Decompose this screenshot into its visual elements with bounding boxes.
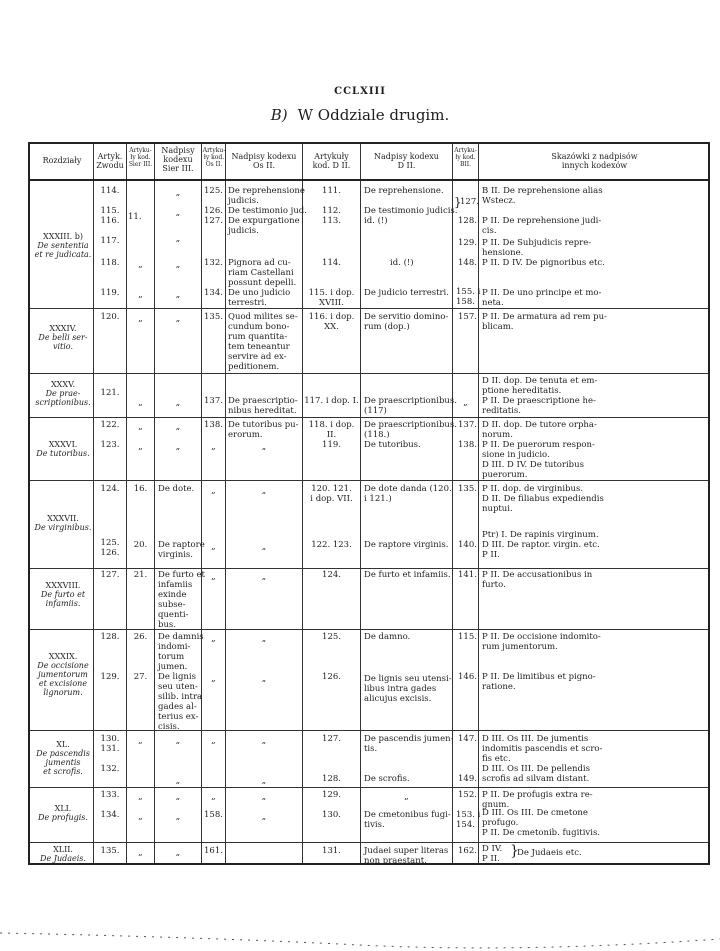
ditto-mark: „ <box>138 442 143 452</box>
page-number: CCLXIII <box>334 86 386 97</box>
section-rule <box>30 480 708 481</box>
cell-zwod: 134. <box>100 810 120 820</box>
cell-os: 132. <box>204 258 223 268</box>
cell-sier: 27. <box>133 672 148 682</box>
cell-skazowki: D III. Os III. De cmetone profugo. P II. De cmetonib. fugitivis. <box>482 808 601 838</box>
section-33 <box>34 232 92 259</box>
cell-skazowki: P II. dop. de virginibus. D II. De filiabus expediendis nuptui. <box>482 484 604 514</box>
ditto-mark: „ <box>261 442 267 452</box>
cell-sier: 16. <box>133 484 148 494</box>
ditto-mark: „ <box>138 792 143 802</box>
cell-d-title: De testimonio judicis. id. (!) <box>364 206 458 226</box>
section-roman: XXXIII. b) <box>43 232 83 241</box>
ditto-mark: „ <box>261 674 267 684</box>
cell-zwod: 124. <box>100 484 120 494</box>
ditto-mark: „ <box>211 674 216 684</box>
section-title: De virginibus. <box>34 523 92 532</box>
ditto-mark: „ <box>175 188 181 198</box>
scan-edge-line <box>0 933 720 948</box>
cell-d: 124. <box>322 570 341 580</box>
section-rule <box>30 787 708 788</box>
section-title: De pascendis jumentis et scrofis. <box>36 749 90 776</box>
cell-d-title: De servitio domino- rum (dop.) <box>364 312 449 332</box>
cell-other: 149. <box>458 774 477 784</box>
cell-skazowki: P II. D IV. De pignoribus etc. <box>482 258 605 268</box>
section-roman: XXXVII. <box>47 514 79 523</box>
cell-zwod: 128. <box>100 632 120 642</box>
cell-other: 157. <box>458 312 477 322</box>
section-title: De sententia et re judicata. <box>34 241 92 259</box>
cell-zwod: 127. <box>100 570 120 580</box>
section-rule <box>30 308 708 309</box>
ditto-mark: „ <box>261 572 267 582</box>
cell-os: 125. <box>204 186 223 196</box>
cell-sier: 21. <box>133 570 148 580</box>
cell-d-title: De reprehensione. <box>364 186 444 196</box>
section-41 <box>34 804 92 822</box>
cell-zwod: 119. <box>100 288 120 298</box>
cell-d: 112. 113. <box>322 206 341 226</box>
ditto-mark: „ <box>211 486 216 496</box>
section-title: De belli ser- vitio. <box>38 333 88 351</box>
ditto-mark: „ <box>261 812 267 822</box>
cell-other: 135. <box>458 484 477 494</box>
ditto-mark: „ <box>404 792 409 802</box>
cell-skazowki: Ptr) I. De rapinis virginum. D III. De raptor. virgin. etc. P II. <box>482 530 600 560</box>
concordance-table <box>28 142 710 865</box>
cell-d-title: De judicio terrestri. <box>364 288 449 298</box>
ditto-mark: „ <box>261 736 267 746</box>
cell-skazowki: P II. De accusationibus in furto. <box>482 570 593 590</box>
ditto-mark: „ <box>261 542 267 552</box>
cell-zwod: 117. <box>100 236 120 246</box>
cell-os: 158. <box>204 810 223 820</box>
cell-d: 111. <box>322 186 341 196</box>
cell-other: 127. <box>460 197 479 207</box>
cell-d-title: De tutoribus. <box>364 440 421 450</box>
ditto-mark: „ <box>211 792 216 802</box>
cell-zwod: 130. 131. <box>100 734 120 754</box>
cell-sier: 20. <box>133 540 148 550</box>
cell-sier-title: De dote. <box>158 484 195 494</box>
cell-d-title: De furto et infamiis. <box>364 570 451 580</box>
ditto-mark: „ <box>261 486 267 496</box>
cell-d: 118. i dop. II. <box>308 420 355 440</box>
ditto-mark: „ <box>138 736 143 746</box>
ditto-mark: „ <box>175 398 181 408</box>
cell-os: 137. <box>204 396 223 406</box>
cell-skazowki: D III. Os III. De jumentis indomitis pascendis et scro- fis etc. <box>482 734 603 764</box>
header-rule <box>30 179 708 181</box>
cell-sier: 26. <box>133 632 148 642</box>
cell-os: 134. <box>204 288 223 298</box>
cell-d-title: id. (!) <box>390 258 414 268</box>
ditto-mark: „ <box>138 290 143 300</box>
cell-d: 126. <box>322 672 341 682</box>
cell-other: 128. <box>458 216 477 226</box>
col-divider <box>360 144 361 863</box>
cell-other: 162. <box>458 846 477 856</box>
section-39 <box>34 652 92 697</box>
cell-sier-title: De raptore virginis. <box>158 540 205 560</box>
col-divider <box>452 144 453 863</box>
ditto-mark: „ <box>211 736 216 746</box>
cell-d: 129. <box>322 790 341 800</box>
cell-os-title: De praescriptio- nibus hereditat. <box>228 396 298 416</box>
section-34 <box>34 324 92 351</box>
ditto-mark: „ <box>138 812 143 822</box>
cell-other: 141. <box>458 570 477 580</box>
cell-other: 147. <box>458 734 477 744</box>
header-artyk-zwodu: Artyk. Zwodu <box>96 152 124 170</box>
cell-os-title: De uno judicio terrestri. <box>228 288 291 308</box>
section-37 <box>34 514 92 532</box>
header-artyk-sier: Artyku- ły kod. Sier III. <box>128 147 153 168</box>
section-title: De profugis. <box>38 813 88 822</box>
cell-other: 146. <box>458 672 477 682</box>
ditto-mark: „ <box>175 792 181 802</box>
section-subtitle <box>0 106 720 124</box>
cell-d: 117. i dop. I. <box>304 396 359 406</box>
cell-other: 140. <box>458 540 477 550</box>
cell-os-title: De reprehensione judicis. <box>228 186 305 206</box>
cell-d: 116. i dop. XX. <box>308 312 355 332</box>
cell-d-title: De scrofis. <box>364 774 410 784</box>
ditto-mark: „ <box>211 572 216 582</box>
cell-d: 120. 121. i dop. VII. <box>310 484 353 504</box>
cell-other: 115. <box>458 632 477 642</box>
cell-zwod: 121. <box>100 388 120 398</box>
cell-zwod: 114. <box>100 186 120 196</box>
cell-other: 152. <box>458 790 477 800</box>
section-rule <box>30 730 708 731</box>
col-divider <box>93 144 94 863</box>
cell-skazowki-extra: De Judaeis etc. <box>517 848 582 858</box>
cell-os: 161. <box>204 846 223 856</box>
subtitle-prefix: B) <box>270 106 288 124</box>
cell-zwod: 120. <box>100 312 120 322</box>
cell-other: 137. <box>458 420 477 430</box>
ditto-mark: „ <box>211 634 216 644</box>
col-divider <box>225 144 226 863</box>
header-napisy-sier: Nadpisy kodexu Sier III. <box>161 146 195 173</box>
cell-other: 129. <box>458 238 477 248</box>
section-rule <box>30 373 708 374</box>
ditto-mark: „ <box>175 422 181 432</box>
cell-other: 155. i 158. <box>456 287 481 307</box>
cell-skazowki: D II. dop. De tutore orpha- norum. <box>482 420 597 440</box>
cell-zwod: 115. 116. <box>100 206 120 226</box>
section-35 <box>34 380 92 407</box>
section-title: De occisione jumentorum et excisione lignorum. <box>37 661 89 697</box>
ditto-mark: „ <box>175 776 181 786</box>
cell-d: 114. <box>322 258 341 268</box>
cell-os-title: Quod milites se- cundum bono- rum quantita- tem teneantur servire ad ex- peditionem. <box>228 312 298 372</box>
cell-skazowki: D II. dop. De tenuta et em- ptione hereditatis. P II. De praescriptione he- reditatis. <box>482 376 598 416</box>
cell-skazowki: D IV. P II. <box>482 844 503 864</box>
cell-d-title: De cmetonibus fugi- tivis. <box>364 810 451 830</box>
cell-d-title: De raptore virginis. <box>364 540 449 550</box>
section-roman: XXXV. <box>50 380 75 389</box>
cell-d: 115. i dop. XVIII. <box>308 288 355 308</box>
cell-other: 153. i 154. <box>456 810 481 830</box>
brace: } <box>510 843 519 859</box>
ditto-mark: „ <box>175 812 181 822</box>
ditto-mark: „ <box>175 234 181 244</box>
ditto-mark: „ <box>175 736 181 746</box>
section-roman: XL. <box>56 740 70 749</box>
cell-skazowki: P II. De limitibus et pigno- ratione. <box>482 672 596 692</box>
section-roman: XXXIV. <box>49 324 77 333</box>
cell-sier-title: De lignis seu uten- silib. intra gades al- terius ex- cisis. <box>158 672 203 732</box>
cell-d-title: Judaei super literas non praestant. <box>364 846 449 866</box>
cell-zwod: 123. <box>100 440 120 450</box>
cell-sier: 11. <box>128 212 142 222</box>
section-rule <box>30 842 708 843</box>
cell-d-title: De pascendis jumen- tis. <box>364 734 454 754</box>
ditto-mark: „ <box>138 260 143 270</box>
cell-d-title: De lignis seu utensi- libus intra gades alicujus excisis. <box>364 674 452 704</box>
ditto-mark: „ <box>175 290 181 300</box>
col-divider <box>154 144 155 863</box>
page-scan-edge <box>0 911 720 951</box>
cell-d: 122. 123. <box>311 540 352 550</box>
ditto-mark: „ <box>175 848 181 858</box>
cell-zwod: 122. <box>100 420 120 430</box>
cell-d-title: De dote danda (120. i 121.) <box>364 484 452 504</box>
header-napisy-d: Nadpisy kodexu D II. <box>374 152 439 170</box>
cell-skazowki: D III. Os III. De pellendis scrofis ad silvam distant. <box>482 764 590 784</box>
section-title: De prae- scriptionibus. <box>35 389 91 407</box>
cell-zwod: 125. 126. <box>100 538 120 558</box>
header-napisy-os: Nadpisy kodexu Os II. <box>231 152 297 170</box>
cell-os-title: De testimonio jud. De expurgatione judicis. <box>228 206 307 236</box>
ditto-mark: „ <box>138 314 143 324</box>
ditto-mark: „ <box>175 442 181 452</box>
ditto-mark: „ <box>138 848 143 858</box>
cell-skazowki: P II. De puerorum respon- sione in judicio. D III. D IV. De tutoribus puerorum. <box>482 440 595 480</box>
cell-d-title: De damno. <box>364 632 411 642</box>
header-skazowki: Skazówki z nadpisów innych kodexów <box>551 152 638 170</box>
section-40 <box>34 740 92 776</box>
cell-d-title: De praescriptionibus. (118.) <box>364 420 457 440</box>
col-divider <box>126 144 127 863</box>
cell-zwod: 132. <box>100 764 120 774</box>
cell-skazowki: P II. De profugis extra re- gnum. <box>482 790 593 810</box>
cell-skazowki: B II. De reprehensione alias Wstecz. <box>482 186 603 206</box>
cell-skazowki: P II. De armatura ad rem pu- blicam. <box>482 312 607 332</box>
ditto-mark: „ <box>261 776 267 786</box>
section-title: De furto et infamiis. <box>40 590 86 608</box>
cell-other: 138. <box>458 440 477 450</box>
ditto-mark: „ <box>261 792 267 802</box>
section-roman: XLII. <box>53 845 73 854</box>
brace: } <box>454 195 462 209</box>
col-divider <box>201 144 202 863</box>
section-roman: XXXIX. <box>48 652 78 661</box>
header-rozdzialy: Rozdziały <box>42 156 82 165</box>
header-artyk-d: Artykuły kod. D II. <box>312 152 351 170</box>
cell-d-title: De praescriptionibus. (117) <box>364 396 457 416</box>
cell-zwod: 133. <box>100 790 120 800</box>
cell-sier-title: De furto et infamiis exinde subse- quenti- bus. <box>158 570 205 630</box>
cell-other: 148. <box>458 258 477 268</box>
cell-d: 131. <box>322 846 341 856</box>
header-artyk-os: Artyku- ły kod. Os II. <box>202 147 226 168</box>
cell-os-title: De tutoribus pu- erorum. <box>228 420 299 440</box>
ditto-mark: „ <box>138 422 143 432</box>
section-42 <box>34 845 92 863</box>
cell-d: 119. <box>322 440 341 450</box>
header-artyk-b: Artyku- ły kod. BII. <box>454 147 477 168</box>
ditto-mark: „ <box>211 542 216 552</box>
cell-skazowki: P II. De occisione indomito- rum jumentorum. <box>482 632 601 652</box>
section-title: De Judaeis. <box>40 854 86 863</box>
section-rule <box>30 417 708 418</box>
ditto-mark: „ <box>175 260 181 270</box>
cell-d: 128. <box>322 774 341 784</box>
cell-skazowki: P II. De Subjudicis repre- hensione. <box>482 238 592 258</box>
ditto-mark: „ <box>463 398 468 408</box>
section-title: De tutoribus. <box>36 449 90 458</box>
cell-os: 126. 127. <box>204 206 223 226</box>
cell-d: 127. <box>322 734 341 744</box>
cell-zwod: 135. <box>100 846 120 856</box>
section-roman: XLI. <box>54 804 72 813</box>
ditto-mark: „ <box>211 442 216 452</box>
col-divider <box>478 144 479 863</box>
section-rule <box>30 568 708 569</box>
section-36 <box>34 440 92 458</box>
cell-skazowki: P II. De uno principe et mo- neta. <box>482 288 602 308</box>
section-roman: XXXVI. <box>48 440 78 449</box>
subtitle-text: W Oddziale drugim. <box>297 106 450 124</box>
ditto-mark: „ <box>138 398 143 408</box>
cell-d: 125. <box>322 632 341 642</box>
section-38 <box>34 581 92 608</box>
ditto-mark: „ <box>261 634 267 644</box>
cell-os: 135. <box>204 312 223 322</box>
cell-os: 138. <box>204 420 223 430</box>
cell-os-title: Pignora ad cu- riam Castellani possunt depelli. <box>228 258 297 288</box>
cell-skazowki: P II. De reprehensione judi- cis. <box>482 216 602 236</box>
section-roman: XXXVIII. <box>45 581 81 590</box>
cell-sier-title: De damnis indomi- torum jumen. <box>158 632 204 672</box>
section-rule <box>30 629 708 630</box>
cell-zwod: 118. <box>100 258 120 268</box>
ditto-mark: „ <box>175 208 181 218</box>
cell-zwod: 129. <box>100 672 120 682</box>
ditto-mark: „ <box>175 314 181 324</box>
cell-d: 130. <box>322 810 341 820</box>
